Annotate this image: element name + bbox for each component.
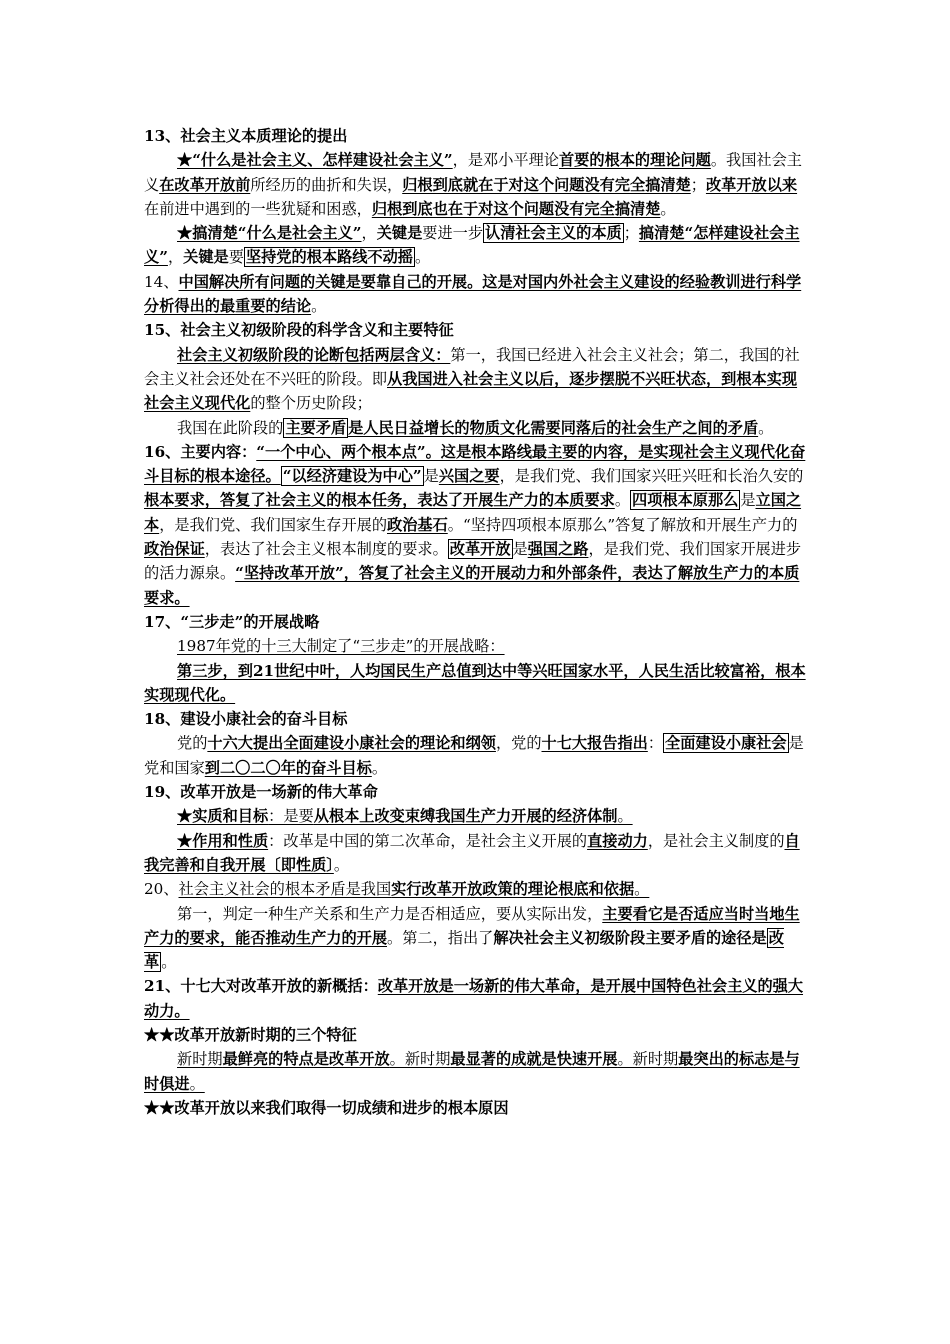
- text-run: ，: [167, 248, 184, 267]
- text-run: 。第二，指出了: [387, 928, 494, 947]
- text-run: 十六大提出全面建设小康社会的理论和纲领: [207, 734, 496, 753]
- text-run: 是党和国家: [144, 734, 804, 777]
- text-run: ★作用和性质: [177, 831, 269, 850]
- boxed-term: 主要矛盾: [285, 418, 347, 437]
- text-run: 16、主要内容：: [144, 442, 257, 461]
- text-run: ★★改革开放以来我们取得一切成绩和进步的根本原因: [144, 1098, 509, 1117]
- text-run: 第一，我国已经进入社会主义社会；第二，我国的社会主义社会还处在不兴旺的阶段。即: [144, 345, 800, 388]
- paragraph: [144, 148, 806, 221]
- text-run: 十七大报告指出: [541, 734, 648, 753]
- paragraph: [144, 221, 806, 270]
- boxed-term: 四项根本原那么: [632, 491, 739, 510]
- text-run: ，是我们党、我们国家兴旺兴旺和长治久安的: [499, 467, 804, 486]
- text-run: 要进一步: [422, 224, 484, 243]
- text-run: ：改革是中国的第二次革命，是社会主义开展的: [268, 831, 588, 850]
- text-run: 。: [161, 953, 177, 972]
- text-run: 归根到底就在于对这个问题没有完全搞清楚: [402, 175, 691, 194]
- text-run: 关键是: [183, 248, 229, 267]
- paragraph: [144, 1096, 806, 1120]
- text-run: 。新时期: [617, 1050, 679, 1069]
- text-run: 。: [311, 297, 327, 316]
- text-run: ★“什么是社会主义、怎样建设社会主义”: [177, 151, 453, 170]
- text-run: 要: [228, 248, 244, 267]
- paragraph: [144, 1047, 806, 1096]
- text-run: 在前进中遇到的一些犹疑和困惑，: [144, 199, 372, 218]
- text-run: 新时期: [177, 1050, 223, 1069]
- text-run: 15、社会主义初级阶段的科学含义和主要特征: [144, 321, 454, 340]
- text-run: 21、十七大对改革开放的新概括：: [144, 977, 378, 996]
- text-run: 。: [333, 855, 350, 874]
- text-run: 根本要求，答复了社会主义的根本任务，表达了开展生产力的本质要求: [144, 491, 615, 510]
- text-run: ：: [647, 734, 663, 753]
- text-run: 立国之本: [144, 491, 802, 534]
- text-run: 是人民日益增长的物质文化需要同落后的社会生产之间的矛盾: [348, 418, 759, 437]
- text-run: 兴国之要: [438, 467, 500, 486]
- text-run: ，党的: [495, 734, 542, 753]
- text-run: 自我完善和自我开展〔即性质〕: [144, 831, 800, 874]
- text-run: 我国在此阶段的: [177, 418, 284, 437]
- text-run: 。: [414, 248, 431, 267]
- text-run: 解决社会主义初级阶段主要矛盾的途径是: [493, 928, 767, 947]
- paragraph: [144, 440, 806, 610]
- paragraph: [144, 416, 806, 440]
- text-run: 19、改革开放是一场新的伟大革命: [144, 783, 378, 802]
- text-run: 。: [617, 807, 633, 826]
- text-run: 18、建设小康社会的奋斗目标: [144, 710, 348, 729]
- text-run: 所经历的曲折和失误，: [250, 175, 403, 194]
- text-run: “一个中心、两个根本点”。这是根本路线最主要的内容，是实现社会主义现代化奋斗目标的根本途径。: [144, 442, 806, 486]
- text-run: 社会主义社会的根本矛盾是我国: [178, 880, 392, 899]
- text-run: 20、: [144, 880, 179, 899]
- text-run: ：是要: [268, 807, 314, 826]
- text-run: ；: [690, 175, 706, 194]
- text-run: 。: [189, 1074, 205, 1093]
- text-run: 社会主义初级阶段的论断包括两层含义：: [177, 345, 451, 364]
- text-run: 1987年党的十三大制定了“三步走”的开展战略：: [177, 637, 505, 656]
- paragraph: [144, 634, 806, 658]
- text-run: ，: [361, 224, 377, 243]
- text-run: 从根本上改变束缚我国生产力开展的经济体制: [313, 807, 618, 826]
- text-run: ；: [623, 224, 639, 243]
- text-run: 强国之路: [527, 540, 589, 559]
- paragraph: [144, 731, 806, 780]
- text-run: ，是我们党、我们国家生存开展的: [159, 515, 387, 534]
- text-run: 在改革开放前: [159, 175, 251, 194]
- boxed-term: 认清社会主义的本质: [485, 224, 622, 243]
- text-run: 主要看它是否适应当时当地生产力的要求，能否推动生产力的开展: [144, 904, 800, 947]
- text-run: 改革开放以来: [705, 175, 798, 194]
- text-run: 归根到底也在于对这个问题没有完全搞清楚: [371, 199, 661, 218]
- paragraph: [144, 1023, 806, 1047]
- paragraph: [144, 124, 806, 148]
- paragraph: [144, 902, 806, 975]
- text-run: 是: [423, 467, 439, 486]
- paragraph: [144, 343, 806, 416]
- text-run: 13、社会主义本质理论的提出: [144, 127, 348, 145]
- text-run: 。: [758, 418, 774, 437]
- text-run: 政治保证: [144, 540, 205, 559]
- text-run: 。新时期: [389, 1050, 451, 1069]
- text-run: 是: [512, 540, 528, 559]
- text-run: 是: [740, 491, 756, 510]
- text-run: ，是我们党、我们国家开展进步的活力源泉。: [144, 540, 802, 583]
- text-run: 中国解决所有问题的关键是要靠自己的开展。这是对国内外社会主义建设的经验教训进行科学分析得出的最重要的结论: [144, 272, 802, 316]
- text-run: 14、: [144, 272, 179, 291]
- paragraph: [144, 318, 806, 342]
- boxed-term: 改革开放: [449, 540, 511, 559]
- text-run: 。: [634, 880, 650, 899]
- text-run: 直接动力: [587, 831, 648, 850]
- text-run: 17、“三步走”的开展战略: [144, 612, 320, 631]
- paragraph: [144, 270, 806, 319]
- text-run: 实行改革开放政策的理论根底和依据: [391, 880, 635, 899]
- boxed-term: 改革: [144, 928, 784, 972]
- text-run: 第一，判定一种生产关系和生产力是否相适应，要从实际出发，: [177, 904, 603, 923]
- paragraph: [144, 974, 806, 1023]
- text-run: ，表达了社会主义根本制度的要求。: [204, 540, 448, 559]
- text-run: 最鲜亮的特点是改革开放: [222, 1050, 390, 1069]
- text-run: 到二〇二〇年的奋斗目标: [204, 758, 372, 777]
- text-run: ★★改革开放新时期的三个特征: [144, 1025, 357, 1044]
- text-run: 。: [371, 758, 387, 777]
- paragraph: [144, 877, 806, 901]
- text-run: 第三步，到21世纪中叶，人均国民生产总值到达中等兴旺国家水平，人民生活比较富裕，根本实现现代化。: [144, 661, 806, 704]
- document-page: [144, 124, 806, 1120]
- text-run: 改革开放是一场新的伟大革命，是开展中国特色社会主义的强大动力。: [144, 977, 804, 1020]
- text-run: 最显著的成就是快速开展: [450, 1050, 618, 1069]
- text-run: ，是邓小平理论: [452, 151, 559, 170]
- text-run: “坚持改革开放”，答复了社会主义的开展动力和外部条件，表达了解放生产力的本质要求。: [144, 564, 800, 607]
- paragraph: [144, 780, 806, 804]
- text-run: ，是社会主义制度的: [647, 831, 785, 850]
- text-run: ★搞清楚“什么是社会主义”: [177, 224, 362, 243]
- paragraph: [144, 804, 806, 828]
- text-run: 从我国进入社会主义以后，逐步摆脱不兴旺状态，到根本实现社会主义现代化: [144, 369, 798, 413]
- boxed-term: “以经济建设为中心”: [282, 467, 422, 486]
- text-run: 党的: [177, 734, 208, 753]
- boxed-term: 全面建设小康社会: [665, 734, 787, 753]
- boxed-term: 坚持党的根本路线不动摇: [245, 248, 413, 267]
- text-run: 关键是: [376, 224, 423, 243]
- paragraph: [144, 829, 806, 878]
- paragraph: [144, 659, 806, 708]
- text-run: 。: [660, 199, 676, 218]
- text-run: 的整个历史阶段；: [250, 394, 372, 413]
- text-run: 首要的根本的理论问题: [558, 151, 711, 170]
- paragraph: [144, 610, 806, 634]
- text-run: 。“坚持四项根本原那么”答复了解放和开展生产力的: [447, 515, 798, 534]
- paragraph: [144, 707, 806, 731]
- text-run: 政治基石: [387, 515, 448, 534]
- text-run: 。: [614, 491, 630, 510]
- text-run: 。我国社会主义: [144, 151, 802, 194]
- text-run: 搞清楚“怎样建设社会主义”: [144, 224, 800, 267]
- text-run: 最突出的标志是与时俱进: [144, 1050, 800, 1093]
- text-run: ★实质和目标: [177, 807, 269, 826]
